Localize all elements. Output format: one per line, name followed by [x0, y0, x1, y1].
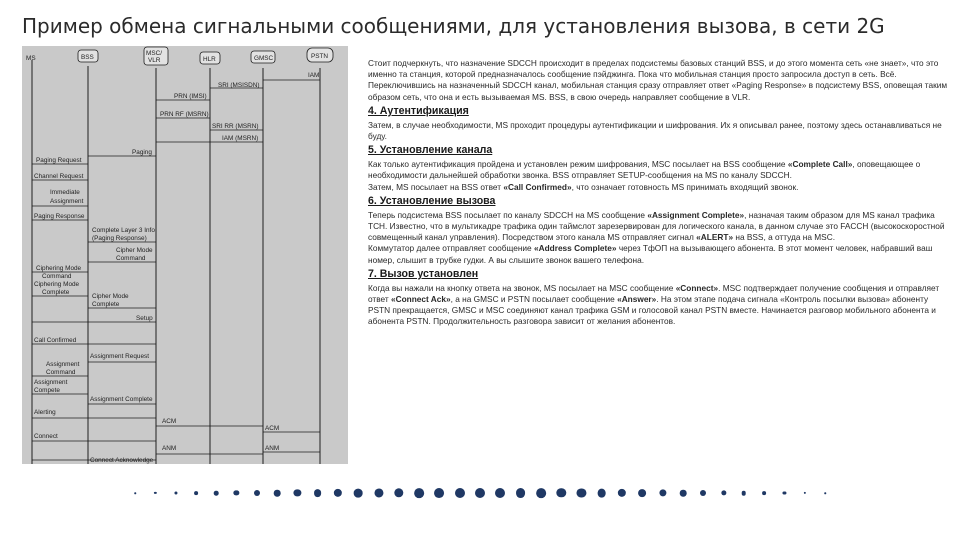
- message-label: Connect: [34, 433, 58, 440]
- message-label: SRI (MSISDN): [218, 82, 260, 89]
- message-label: Paging Response: [34, 213, 85, 220]
- dot: [577, 488, 586, 497]
- message-label: Paging: [132, 149, 152, 156]
- section-text: Когда вы нажали на кнопку ответа на звонок, MS посылает на MSC сообщение «Connect». MSC подтверждает получение сообщения и отправляет ответ «Connect Ack», а на GMSC и PSTN посылает сообщение «Answer». На этом этапе подача сигнала «Контроль посылки вызова» абоненту PSTN прекращается, GMSC и MSC соединяют канал трафика GSM и голосовой канал PSTN вместе. Начинается разговор мобильного абонента и абонента PSTN. Продолжительность разговора зависит от желания абонентов.: [368, 282, 940, 327]
- message-label: PRN (IMSI): [174, 93, 207, 100]
- dot: [334, 489, 342, 497]
- message-label: Assignment: [46, 361, 80, 368]
- dot: [680, 490, 687, 497]
- section-text: Коммутатор далее отправляет сообщение «Address Complete» через ТфОП на вызывающего абонента. В этот момент человек, набравший ваш номер, слышит в трубке гудки. А вы слышите звонок вашего телефона.: [368, 243, 933, 265]
- dot: [516, 488, 526, 498]
- dot: [597, 489, 606, 498]
- dot: [804, 492, 806, 494]
- entity-label: VLR: [148, 57, 161, 64]
- dot: [475, 488, 485, 498]
- dot: [721, 490, 726, 495]
- sequence-diagram: [22, 46, 348, 464]
- message-label: Ciphering Mode: [36, 265, 82, 272]
- dot: [618, 489, 626, 497]
- dot: [414, 488, 424, 498]
- dot: [234, 490, 239, 495]
- message-label: Connect Acknowledge: [90, 457, 154, 464]
- entity-label: GMSC: [254, 55, 274, 62]
- decorative-dots: [130, 485, 830, 501]
- dot: [274, 490, 281, 497]
- message-label: Assignment Complete: [90, 396, 153, 403]
- dot: [254, 490, 260, 496]
- message-label: Cipher Mode: [92, 293, 129, 300]
- dot: [659, 489, 666, 496]
- entity-label: BSS: [81, 54, 94, 61]
- message-label: Ciphering Mode: [34, 281, 80, 288]
- dot: [214, 491, 219, 496]
- dot: [394, 488, 403, 497]
- dot: [495, 488, 505, 498]
- message-label: ACM: [162, 418, 177, 425]
- message-label: Assignment: [50, 198, 84, 205]
- message-label: Command: [46, 369, 76, 376]
- message-label: Complete: [42, 289, 70, 296]
- section-text: Затем, MS посылает на BSS ответ «Call Confirmed», что означает готовность MS принимать входящий звонок.: [368, 181, 799, 192]
- dot: [174, 491, 177, 494]
- intro-paragraph: Стоит подчеркнуть, что назначение SDCCH происходит в пределах подсистемы базовых станций BSS, и до этого момента сеть «не знает», что это именно та станция, которой предназначалось сообщение пэйджинга. Пока что мобильная станция просто запросила доступ в сеть. Всё.: [368, 58, 939, 80]
- slide-title: Пример обмена сигнальными сообщениями, для установления вызова, в сети 2G: [22, 14, 885, 38]
- dot: [455, 488, 465, 498]
- message-label: IAM: [308, 72, 320, 79]
- sequence-diagram-svg: [22, 46, 348, 464]
- message-label: (Paging Response): [92, 235, 147, 242]
- message-label: Channel Request: [34, 173, 84, 180]
- dot: [354, 489, 363, 498]
- section-heading-authentication: 4. Аутентификация: [368, 104, 469, 117]
- entity-label: HLR: [203, 56, 216, 63]
- message-label: Setup: [136, 315, 153, 322]
- message-label: Cipher Mode: [116, 247, 153, 254]
- dot: [434, 488, 444, 498]
- dot: [700, 490, 706, 496]
- dot: [783, 491, 786, 494]
- dot: [536, 488, 546, 498]
- entity-label: MS: [26, 55, 36, 62]
- message-label: ACM: [265, 425, 280, 432]
- message-label: Complete Layer 3 Info: [92, 227, 155, 234]
- content-column: [368, 58, 950, 328]
- message-label: Command: [42, 273, 72, 280]
- dot: [374, 488, 383, 497]
- dot: [134, 492, 136, 494]
- dot: [556, 488, 565, 497]
- entity-label: PSTN: [311, 53, 329, 60]
- dot: [638, 489, 646, 497]
- message-label: Command: [116, 255, 146, 262]
- message-label: Paging Request: [36, 157, 82, 164]
- section-text: Затем, в случае необходимости, MS проходит процедуры аутентификации и шифрования. Их я описывал ранее, поэтому здесь останавливаться не буду.: [368, 119, 942, 142]
- message-label: SRI RR (MSRN): [212, 123, 259, 130]
- message-label: ANM: [162, 445, 177, 452]
- dot: [824, 492, 826, 494]
- message-label: IAM (MSRN): [222, 135, 259, 142]
- entity-label: MSC/: [146, 50, 162, 57]
- dot: [314, 489, 322, 497]
- section-text: Теперь подсистема BSS посылает по каналу SDCCH на MS сообщение «Assignment Complete», назначая таким образом для MS канал трафика TCH. Известно, что в мультикадре трафика один таймслот зарезервирован для логического канала, в данном случае это FACCH (высокоскоростной совмещенный канал управления). Посредством этого канала MS отправляет сигнал «ALERT» на BSS, а оттуда на MSC.: [368, 209, 945, 243]
- section-heading-call-established: 7. Вызов установлен: [368, 267, 479, 280]
- dot: [762, 491, 766, 495]
- message-label: Immediate: [50, 189, 80, 196]
- message-label: Assignment: [34, 379, 68, 386]
- message-label: ANM: [265, 445, 280, 452]
- message-label: Complete: [92, 301, 120, 308]
- dot: [194, 491, 198, 495]
- intro-paragraph: Переключившись на назначенный SDCCH канал, мобильная станция сразу отправляет ответ «Paging Response» в подсистему BSS, оповещая таким образом сеть, что она и есть вызываемая MS. BSS, в свою очередь направляет сообщение в VLR.: [368, 80, 948, 102]
- message-label: Compete: [34, 387, 60, 394]
- message-label: PRN RF (MSRN): [160, 111, 209, 118]
- section-heading-channel: 5. Установление канала: [368, 144, 493, 157]
- dot: [294, 489, 301, 496]
- message-label: Assignment Request: [90, 353, 149, 360]
- message-label: Alerting: [34, 409, 56, 416]
- section-text: Как только аутентификация пройдена и установлен режим шифрования, MSC посылает на BSS сообщение «Complete Call», оповещающее о необходимости дальнейшей обработки звонка. BSS отправляет SETUP-сообщения на MS по каналу SDCCH.: [368, 159, 921, 181]
- dot: [742, 491, 747, 496]
- section-heading-call-setup: 6. Установление вызова: [368, 194, 496, 207]
- message-label: Call Confirmed: [34, 337, 77, 344]
- dot: [154, 492, 156, 494]
